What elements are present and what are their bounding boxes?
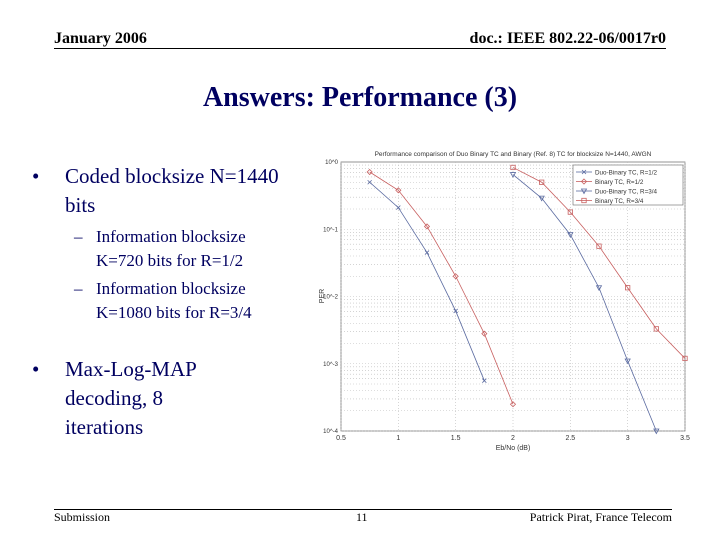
y-axis-label: PER	[319, 288, 326, 304]
page-number: 11	[356, 510, 368, 524]
dash-icon: –	[74, 279, 83, 298]
x-tick-label: 3.5	[680, 435, 690, 442]
header-date: January 2006	[54, 30, 147, 47]
legend-entry: Duo-Binary TC, R=1/2	[595, 169, 658, 177]
x-tick-label: 3	[625, 435, 630, 442]
bullet-text: Max-Log-MAP decoding, 8 iterations	[65, 357, 197, 439]
x-tick-label: 1	[396, 435, 401, 442]
footer-submission: Submission	[54, 510, 111, 524]
x-axis-label: Eb/No (dB)	[495, 445, 531, 452]
sub-bullet-text: Information blocksize K=720 bits for R=1/2	[96, 227, 246, 270]
y-tick-label: 10^0	[325, 160, 338, 166]
header-doc-id: doc.: IEEE 802.22-06/0017r0	[469, 30, 666, 47]
y-tick-label: 10^-3	[323, 361, 338, 368]
bullet-icon: •	[32, 164, 40, 188]
x-tick-label: 2	[511, 435, 515, 442]
x-tick-label: 0.5	[336, 435, 346, 442]
chart-legend	[573, 165, 683, 205]
chart-title: Performance comparison of Duo Binary TC and Binary (Ref. 8) TC for blocksize N=1440, AWGN	[374, 151, 652, 158]
legend-entry: Binary TC, R=3/4	[595, 197, 644, 205]
x-tick-label: 1.5	[450, 435, 461, 442]
x-tick-label: 2.5	[565, 435, 576, 442]
slide-title: Answers: Performance (3)	[202, 82, 518, 113]
y-tick-label: 10^-4	[323, 429, 338, 435]
y-tick-label: 10^-2	[323, 294, 338, 301]
footer-author: Patrick Pirat, France Telecom	[529, 510, 672, 524]
y-tick-label: 10^-1	[323, 227, 338, 234]
bullet-text: Coded blocksize N=1440 bits	[65, 164, 279, 217]
sub-bullet-text: Information blocksize K=1080 bits for R=3/4	[96, 279, 252, 322]
legend-entry: Duo-Binary TC, R=3/4	[595, 188, 658, 196]
bullet-icon: •	[32, 357, 40, 381]
dash-icon: –	[74, 227, 83, 246]
legend-entry: Binary TC, R=1/2	[595, 178, 644, 186]
